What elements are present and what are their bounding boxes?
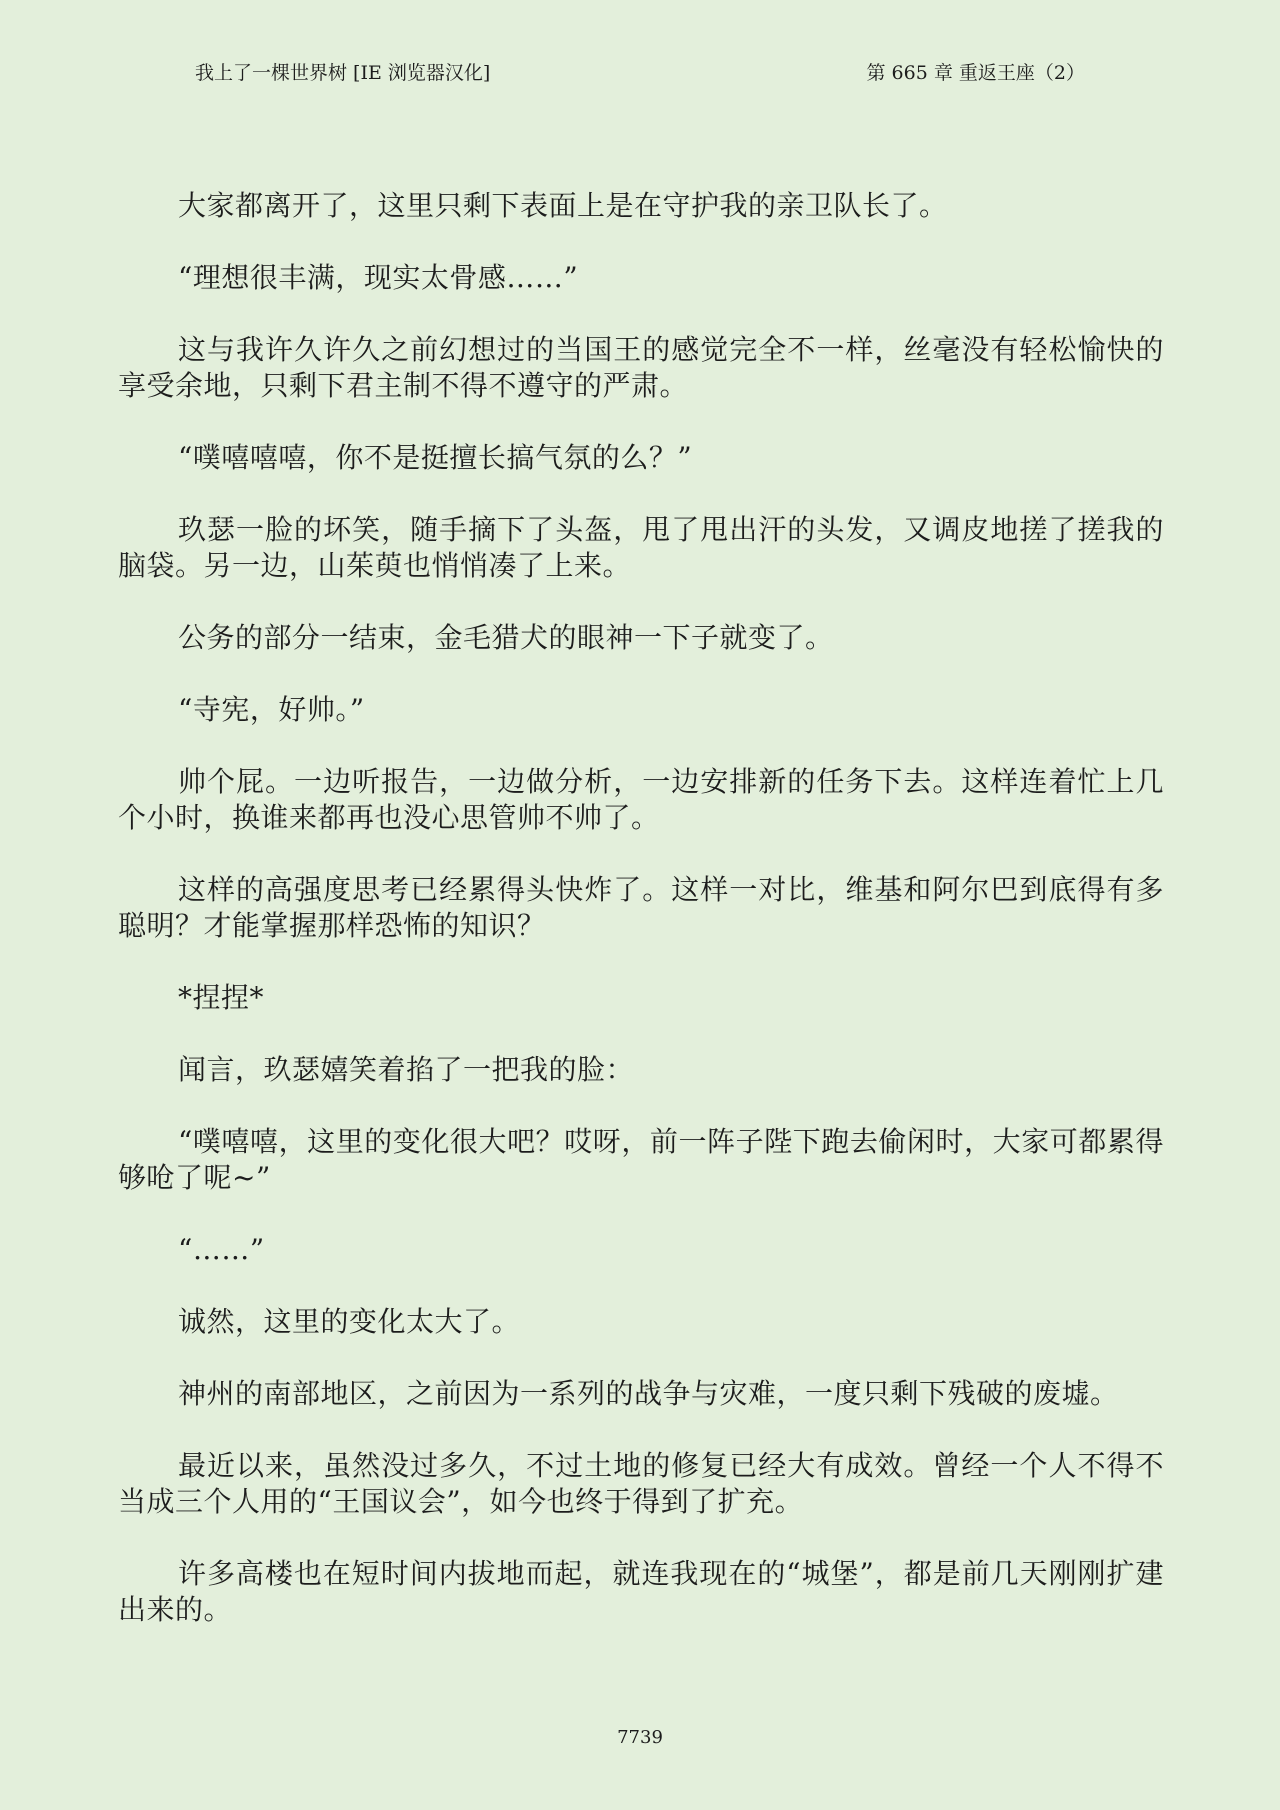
- paragraph: 这样的高强度思考已经累得头快炸了。这样一对比，维基和阿尔巴到底得有多聪明？才能掌握那样恐怖的知识？: [118, 873, 1164, 942]
- paragraph: “寺宪，好帅。”: [178, 693, 365, 726]
- paragraph: 帅个屁。一边听报告，一边做分析，一边安排新的任务下去。这样连着忙上几个小时，换谁来都再也没心思管帅不帅了。: [118, 765, 1164, 834]
- page-number: 7739: [617, 1727, 663, 1748]
- paragraph: “理想很丰满，现实太骨感……”: [178, 261, 579, 294]
- paragraph: 玖瑟一脸的坏笑，随手摘下了头盔，甩了甩出汗的头发，又调皮地搓了搓我的脑袋。另一边，山茱萸也悄悄凑了上来。: [118, 513, 1164, 582]
- page-header: [195, 58, 1085, 88]
- paragraph: 闻言，玖瑟嬉笑着掐了一把我的脸：: [178, 1053, 635, 1086]
- paragraph: 这与我许久许久之前幻想过的当国王的感觉完全不一样，丝毫没有轻松愉快的享受余地，只剩下君主制不得不遵守的严肃。: [118, 333, 1164, 402]
- paragraph: “噗嘻嘻，这里的变化很大吧？哎呀，前一阵子陛下跑去偷闲时，大家可都累得够呛了呢~”: [118, 1125, 1164, 1194]
- paragraph: 最近以来，虽然没过多久，不过土地的修复已经大有成效。曾经一个人不得不当成三个人用的“王国议会”，如今也终于得到了扩充。: [118, 1449, 1164, 1518]
- paragraph: 大家都离开了，这里只剩下表面上是在守护我的亲卫队长了。: [178, 189, 948, 222]
- paragraph: 公务的部分一结束，金毛猎犬的眼神一下子就变了。: [178, 621, 834, 654]
- chapter-title: 第 665 章 重返王座（2）: [866, 62, 1085, 84]
- paragraph: 许多高楼也在短时间内拔地而起，就连我现在的“城堡”，都是前几天刚刚扩建出来的。: [118, 1557, 1164, 1626]
- book-title: 我上了一棵世界树 [IE 浏览器汉化]: [195, 62, 491, 84]
- paragraph: *捏捏*: [178, 981, 265, 1014]
- paragraph: “……”: [178, 1233, 265, 1266]
- paragraph: “噗嘻嘻嘻，你不是挺擅长搞气氛的么？”: [178, 441, 693, 474]
- chapter-body: [118, 188, 1164, 1664]
- paragraph: 神州的南部地区，之前因为一系列的战争与灾难，一度只剩下残破的废墟。: [178, 1377, 1119, 1410]
- paragraph: 诚然，这里的变化太大了。: [178, 1305, 521, 1338]
